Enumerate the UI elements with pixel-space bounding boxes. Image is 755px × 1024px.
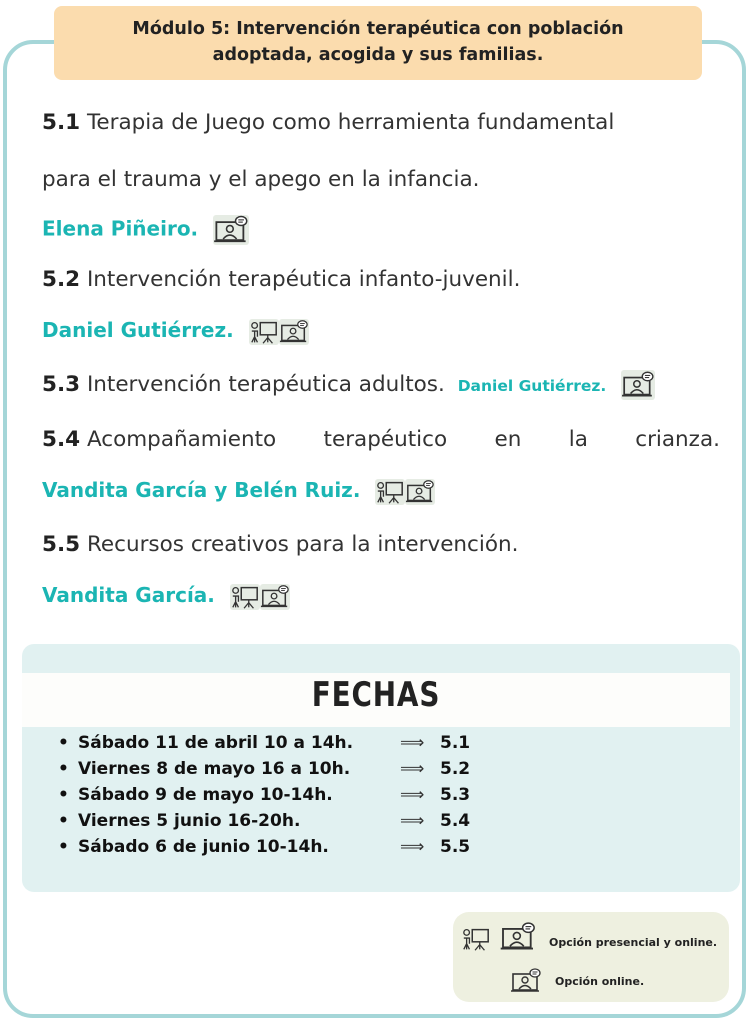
description-word: en (494, 427, 522, 452)
title-line-1: Módulo 5: Intervención terapéutica con población (132, 19, 624, 39)
module-5-4-author (42, 478, 435, 505)
author-name: Vandita García. (42, 583, 215, 607)
author-name: Vandita García y Belén Ruiz. (42, 478, 361, 502)
bullet: • (58, 759, 69, 779)
legend-box (453, 912, 729, 1002)
description-word: la (568, 427, 588, 452)
module-5-3-author: Daniel Gutiérrez. (457, 377, 607, 395)
module-5-1-author (42, 215, 249, 245)
bullet: • (58, 733, 69, 753)
fecha-module: 5.3 (440, 785, 471, 805)
legend-presencial-online: Opción presencial y online. (549, 936, 718, 949)
arrow-icon: ⟹ (400, 785, 425, 805)
online-icon (213, 215, 249, 245)
module-5-1-line-2: para el trauma y el apego en la infancia. (42, 167, 480, 192)
fechas-title: FECHAS (311, 675, 441, 715)
fecha-item (58, 785, 471, 811)
presencial-icon (230, 584, 260, 610)
legend-online: Opción online. (555, 975, 645, 988)
fecha-module: 5.4 (440, 811, 471, 831)
online-icon (279, 319, 309, 345)
author-name: Elena Piñeiro. (42, 216, 199, 241)
fecha-date: Viernes 5 junio 16-20h. (78, 811, 301, 831)
fecha-module: 5.5 (440, 837, 471, 857)
presencial-icon (249, 319, 279, 345)
module-description: Recursos creativos para la intervención. (86, 532, 519, 557)
module-5-2-author (42, 318, 309, 345)
fecha-date: Sábado 6 de junio 10-14h. (78, 837, 329, 857)
fecha-item (58, 759, 471, 785)
arrow-icon: ⟹ (400, 811, 425, 831)
online-icon (509, 968, 543, 998)
presencial-icon (375, 479, 405, 505)
module-5-2-line (42, 267, 520, 292)
fecha-module: 5.2 (440, 759, 471, 779)
module-description: Intervención terapéutica adultos. (86, 372, 445, 397)
fecha-date: Sábado 11 de abril 10 a 14h. (78, 733, 354, 753)
module-number: 5.5 (42, 532, 81, 557)
module-title (54, 6, 702, 80)
presencial-icon (461, 924, 491, 958)
module-number: 5.3 (42, 372, 81, 397)
bullet: • (58, 837, 69, 857)
title-line-2: adoptada, acogida y sus familias. (212, 45, 544, 65)
arrow-icon: ⟹ (400, 837, 425, 857)
module-description: Terapia de Juego como herramienta fundamental (86, 110, 615, 135)
fechas-list (58, 733, 471, 863)
arrow-icon: ⟹ (400, 733, 425, 753)
online-icon (260, 584, 290, 610)
description-word: crianza. (635, 427, 720, 452)
online-icon (621, 370, 655, 400)
bullet: • (58, 811, 69, 831)
description-word: Acompañamiento (86, 427, 277, 452)
fecha-module: 5.1 (440, 733, 471, 753)
online-icon (405, 479, 435, 505)
fecha-item (58, 837, 471, 863)
module-5-5-line (42, 532, 518, 557)
fecha-date: Sábado 9 de mayo 10-14h. (78, 785, 333, 805)
module-5-3-line (42, 370, 655, 400)
fechas-panel (22, 644, 740, 892)
arrow-icon: ⟹ (400, 759, 425, 779)
module-number: 5.2 (42, 267, 81, 292)
module-5-5-author (42, 583, 290, 610)
module-5-1-line-1 (42, 110, 614, 135)
module-number: 5.4 (42, 427, 81, 452)
description-word: terapéutico (323, 427, 448, 452)
online-icon (499, 922, 537, 956)
module-5-4-line (42, 427, 720, 452)
fecha-date: Viernes 8 de mayo 16 a 10h. (78, 759, 351, 779)
fecha-item (58, 811, 471, 837)
module-description: Intervención terapéutica infanto-juvenil. (86, 267, 521, 292)
module-number: 5.1 (42, 110, 81, 135)
fechas-header-band (22, 673, 730, 727)
fecha-item (58, 733, 471, 759)
bullet: • (58, 785, 69, 805)
author-name: Daniel Gutiérrez. (42, 318, 234, 342)
